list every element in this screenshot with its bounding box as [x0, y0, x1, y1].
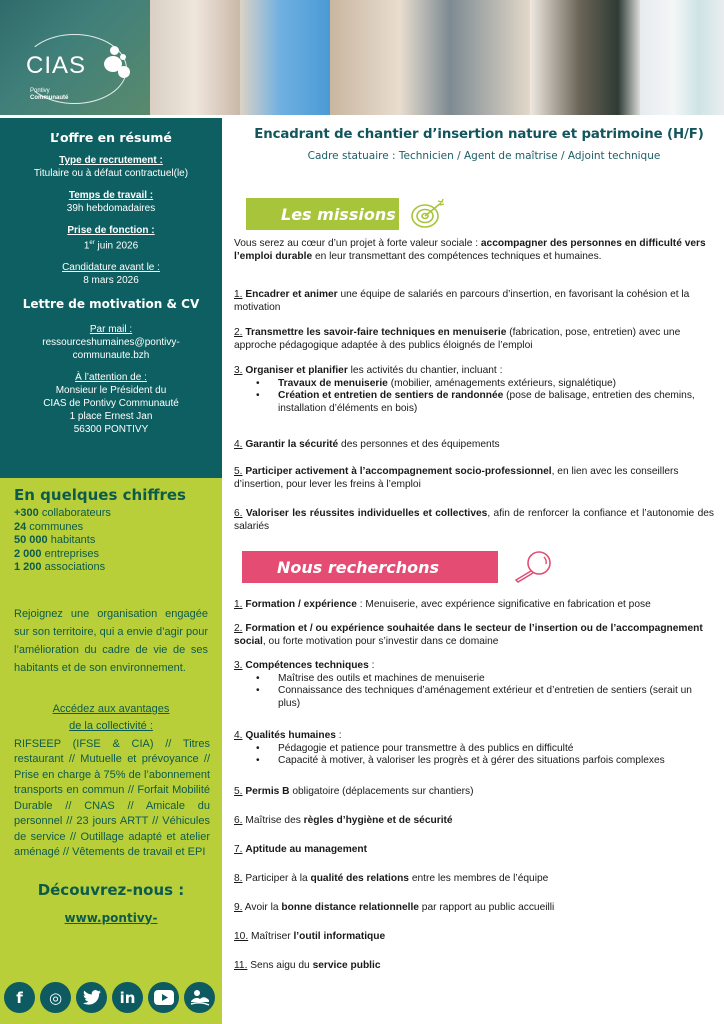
- banner-photo-doctor: [640, 0, 724, 118]
- summary-label: Prise de fonction :: [67, 225, 155, 236]
- profile-item: 6. Maîtrise des règles d’hygiène et de sécurité: [234, 815, 453, 826]
- mail-address-link[interactable]: ressourceshumaines@pontivy-: [42, 337, 180, 349]
- summary-label: Candidature avant le :: [62, 262, 160, 274]
- profile-bullet: • Capacité à motiver, à valoriser les progrès et à gérer des situations parfois complexes: [234, 755, 714, 768]
- apply-postal: [0, 371, 222, 436]
- summary-recruitment-type: [0, 154, 222, 180]
- banner-photo-toddler: [530, 0, 640, 118]
- mail-label: Par mail :: [89, 324, 133, 336]
- banner-photo-children: [330, 0, 530, 118]
- summary-deadline: [0, 261, 222, 287]
- logo-dots-icon: [102, 46, 132, 80]
- magnifier-icon: [508, 550, 558, 584]
- stat-item: 24 communes: [14, 520, 84, 533]
- apply-title: Lettre de motivation & CV: [22, 297, 200, 312]
- profile-item: 9. Avoir la bonne distance relationnelle par rapport au public accueilli: [234, 902, 555, 913]
- summary-start-date: [0, 224, 222, 252]
- website-link[interactable]: www.pontivy-: [64, 910, 158, 925]
- territory-icon[interactable]: [184, 982, 215, 1013]
- summary-value: 1er juin 2026: [83, 240, 139, 252]
- profile-item: 8. Participer à la qualité des relations entre les membres de l’équipe: [234, 873, 549, 884]
- discover-heading: Découvrez-nous :: [37, 880, 185, 899]
- social-links: [4, 982, 215, 1013]
- organisation-paragraph: Rejoignez une organisation engagée sur son territoire, qui a envie d’agir pour l’amélioration du cadre de vie de ses habitants et de son environnement.: [14, 607, 208, 674]
- twitter-icon[interactable]: [76, 982, 107, 1013]
- target-icon: [409, 198, 449, 230]
- summary-title: L’offre en résumé: [50, 130, 172, 145]
- summary-label: Type de recrutement :: [59, 155, 163, 166]
- mission-item: 5. Participer activement à l’accompagnement socio-professionnel, en lien avec les conseillers d’insertion, pour lever les freins à l’emploi: [234, 466, 679, 490]
- summary-working-time: [0, 189, 222, 215]
- mail-address-link-cont[interactable]: communaute.bzh: [72, 350, 150, 362]
- mission-bullet: • Création et entretien de sentiers de randonnée (pose de balisage, entretien des chemins, installation d’éléments en bois): [234, 390, 714, 415]
- stat-item: 50 000 habitants: [14, 534, 96, 546]
- apply-mail: [0, 323, 222, 362]
- profile-item: 7. Aptitude au management: [234, 844, 368, 855]
- address-line: 1 place Ernest Jan: [69, 411, 153, 423]
- address-line: Monsieur le Président du: [55, 385, 167, 397]
- banner-photo-caregiver: [240, 0, 330, 118]
- missions-heading: Les missions: [246, 198, 399, 230]
- mission-item: 6. Valoriser les réussites individuelles et collectives, afin de renforcer la confiance et l’autonomie des salariés: [234, 508, 714, 532]
- summary-value: 8 mars 2026: [83, 275, 139, 287]
- summary-value: 39h hebdomadaires: [66, 203, 156, 214]
- stat-item: 2 000 entreprises: [14, 547, 100, 560]
- linkedin-icon[interactable]: in: [112, 982, 143, 1013]
- logo-name: CIAS: [26, 52, 87, 79]
- job-description: [234, 118, 714, 971]
- job-title: Encadrant de chantier d’insertion nature et patrimoine (H/F): [254, 127, 704, 142]
- cias-logo: [22, 32, 132, 108]
- figures-stats: [14, 507, 222, 575]
- key-figures-panel: [0, 478, 222, 1024]
- profile-item: 4. Qualités humaines : • Pédagogie et patience pour transmettre à des publics en difficulté • Capacité à motiver, à valoriser les progrès et à gérer des situations parfois complexes: [234, 730, 714, 768]
- profile-header: [242, 550, 558, 584]
- profile-item: 5. Permis B obligatoire (déplacements sur chantiers): [234, 786, 474, 797]
- profile-item: 3. Compétences techniques : • Maîtrise des outils et machines de menuiserie • Connaissance des techniques d’aménagement extérieur et d’entretien de sentiers (serait un plus): [234, 660, 714, 710]
- job-subtitle: Cadre statuaire : Technicien / Agent de maîtrise / Adjoint technique: [307, 150, 661, 162]
- logo-sub2: Communauté: [30, 95, 69, 101]
- missions-header: [246, 198, 449, 230]
- advantages-list: RIFSEEP (IFSE & CIA) // Titres restaurant // Mutuelle et prévoyance // Prise en charge à 75% de l’abonnement transports en commun // Forfait Mobilité Durable // CNAS // Amicale du personnel // 23 jours ARTT // Véhicules de service // Outillage adapté et atelier aménagé // Vêtements de travail et EPI: [14, 737, 210, 858]
- stat-item: 1 200 associations: [14, 561, 106, 573]
- logo-subtitle: [30, 88, 68, 102]
- summary-value: Titulaire ou à défaut contractuel(le): [33, 168, 189, 179]
- logo-sub1: Pontivy: [30, 88, 50, 94]
- youtube-icon[interactable]: [148, 982, 179, 1013]
- instagram-icon[interactable]: ◎: [40, 982, 71, 1013]
- banner-photo-elderly: [150, 0, 240, 118]
- mission-item: 3. Organiser et planifier les activités du chantier, incluant : • Travaux de menuiserie (mobilier, aménagements extérieurs, signalétique) • Création et entretien de sentiers de randonnée (pose de balisage, entretien des chemins, installation d’éléments en bois): [234, 365, 714, 415]
- profile-item: 11. Sens aigu du service public: [234, 960, 381, 971]
- profile-bullet: • Pédagogie et patience pour transmettre à des publics en difficulté: [234, 743, 714, 756]
- mission-bullet: • Travaux de menuiserie (mobilier, aménagements extérieurs, signalétique): [234, 378, 714, 391]
- advantages-heading: Accédez aux avantages de la collectivité :: [52, 702, 170, 732]
- address-line: 56300 PONTIVY: [73, 424, 149, 436]
- stat-item: +300 collaborateurs: [14, 507, 111, 519]
- offer-summary-panel: [0, 118, 222, 478]
- mission-item: 4. Garantir la sécurité des personnes et des équipements: [234, 439, 500, 450]
- profile-bullet: • Connaissance des techniques d’aménagement extérieur et d’entretien de sentiers (serait un plus): [234, 685, 714, 710]
- mission-item: 2. Transmettre les savoir-faire techniques en menuiserie (fabrication, pose, entretien) avec une approche pédagogique adaptée à des publics éloignés de l’emploi: [234, 327, 681, 351]
- profile-heading: Nous recherchons: [242, 551, 498, 583]
- missions-intro: Vous serez au cœur d’un projet à forte valeur sociale : accompagner des personnes en difficulté vers l’emploi durable en leur transmettant des compétences techniques et humaines.: [234, 238, 706, 262]
- summary-label: Temps de travail :: [68, 190, 154, 201]
- profile-bullet: • Maîtrise des outils et machines de menuiserie: [234, 673, 714, 686]
- address-line: CIAS de Pontivy Communauté: [43, 398, 179, 410]
- facebook-icon[interactable]: f: [4, 982, 35, 1013]
- profile-item: 10. Maîtriser l’outil informatique: [234, 931, 386, 942]
- profile-item: 1. Formation / expérience : Menuiserie, avec expérience significative en fabrication et pose: [234, 599, 651, 610]
- attention-label: À l’attention de :: [75, 372, 147, 384]
- profile-item: 2. Formation et / ou expérience souhaitée dans le secteur de l’insertion ou de l’accompagnement social, ou forte motivation pour s’investir dans ce domaine: [234, 623, 703, 647]
- figures-title: En quelques chiffres: [14, 486, 186, 504]
- mission-item: 1. Encadrer et animer une équipe de salariés en parcours d’insertion, en favorisant la cohésion et la motivation: [234, 289, 690, 313]
